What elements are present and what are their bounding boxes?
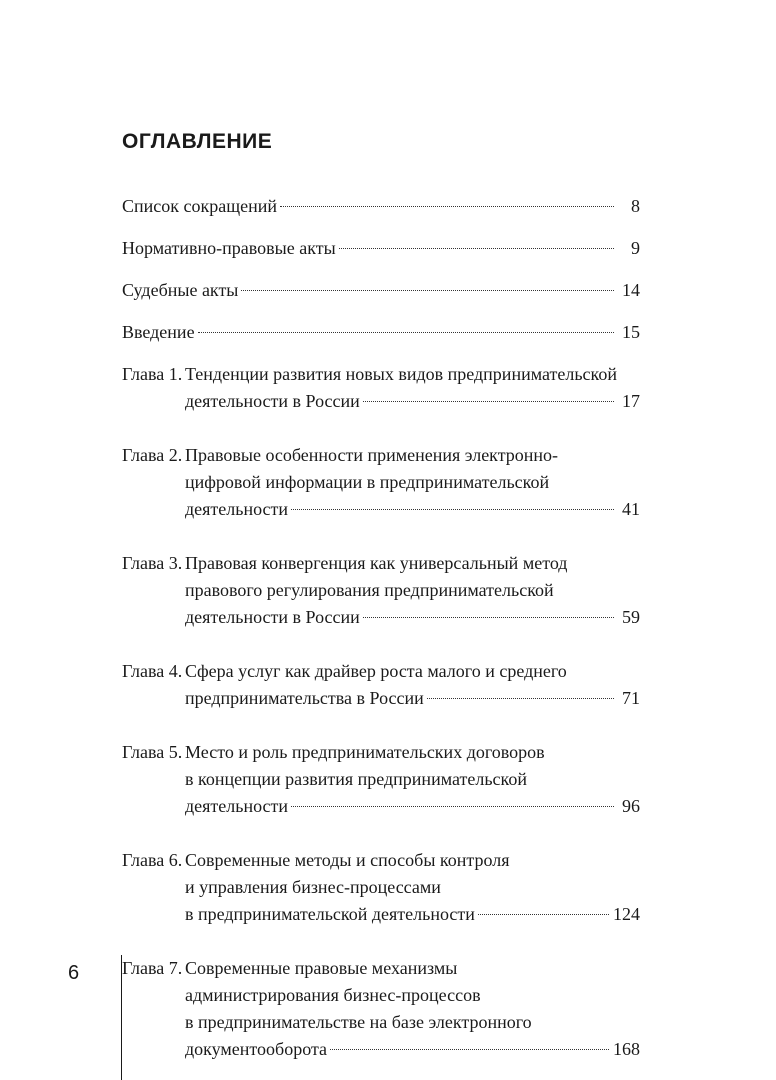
dot-leader — [363, 401, 614, 402]
toc-page-number: 59 — [622, 607, 640, 627]
toc-entry-title-line: деятельности — [185, 499, 289, 519]
toc-page-number: 41 — [622, 499, 640, 519]
dot-leader — [363, 617, 614, 618]
dot-leader — [339, 248, 614, 249]
dot-leader — [478, 914, 609, 915]
toc-entry-line — [122, 235, 640, 262]
dot-leader — [291, 806, 614, 807]
toc-page-number: 8 — [631, 196, 640, 216]
toc-entry-body — [122, 277, 640, 304]
chapter-label: Глава 5. — [122, 742, 183, 762]
toc-page-number: 168 — [613, 1039, 640, 1059]
toc-entry-body — [185, 847, 640, 928]
toc-entry-line — [122, 193, 640, 220]
toc-entry-chapter-7[interactable] — [122, 955, 640, 1063]
toc-page-number: 14 — [622, 280, 640, 300]
chapter-label: Глава 2. — [122, 445, 183, 465]
dot-leader — [427, 698, 614, 699]
chapter-label: Глава 7. — [122, 958, 183, 978]
toc-entry-title-line: администрирования бизнес-процессов — [185, 985, 481, 1005]
toc-entry-title-line: и управления бизнес-процессами — [185, 877, 441, 897]
margin-rule — [121, 955, 122, 1080]
toc-page-number: 124 — [613, 904, 640, 924]
toc-entry-line — [122, 319, 640, 346]
dot-leader — [198, 332, 614, 333]
toc-entry-chapter-5[interactable] — [122, 739, 640, 820]
toc-entry-title-line: цифровой информации в предпринимательской — [185, 472, 550, 492]
toc-entry-title-line: Место и роль предпринимательских договоров — [185, 742, 545, 762]
toc-entry-title-line: Современные правовые механизмы — [185, 958, 458, 978]
toc-entry-abbreviations[interactable] — [122, 193, 640, 220]
toc-entry-chapter-3[interactable] — [122, 550, 640, 631]
dot-leader — [291, 509, 614, 510]
toc-entry-title: Судебные акты — [122, 280, 239, 300]
toc-page-number: 17 — [622, 391, 640, 411]
toc-page-number: 9 — [631, 238, 640, 258]
toc-entry-title-line: деятельности — [185, 796, 289, 816]
dot-leader — [241, 290, 614, 291]
toc-entry-title-line: Правовая конвергенция как универсальный метод — [185, 553, 568, 573]
toc-entry-title-line: Правовые особенности применения электронно- — [185, 445, 559, 465]
toc-entry-chapter-6[interactable] — [122, 847, 640, 928]
toc-entry-title-line: деятельности в России — [185, 391, 360, 411]
toc-entry-chapter-1[interactable] — [122, 361, 640, 415]
toc-entry-line — [122, 277, 640, 304]
toc-entry-line — [185, 1036, 640, 1063]
toc-page-number: 71 — [622, 688, 640, 708]
chapter-label: Глава 1. — [122, 364, 183, 384]
dot-leader — [280, 206, 614, 207]
toc-entry-introduction[interactable] — [122, 319, 640, 346]
page-title: ОГЛАВЛЕНИЕ — [122, 130, 273, 153]
toc-entry-title: Введение — [122, 322, 195, 342]
toc-entry-title-line: Современные методы и способы контроля — [185, 850, 510, 870]
toc-entry-title: Список сокращений — [122, 196, 277, 216]
toc-entry-title-line: деятельности в России — [185, 607, 360, 627]
chapter-label: Глава 3. — [122, 553, 183, 573]
toc-entry-body — [122, 319, 640, 346]
table-of-contents — [122, 193, 640, 1063]
toc-entry-line — [185, 604, 640, 631]
toc-entry-title-line: в предпринимательской деятельности — [185, 904, 475, 924]
page-number: 6 — [68, 962, 80, 984]
toc-entry-title: Нормативно-правовые акты — [122, 238, 336, 258]
toc-entry-line — [185, 388, 640, 415]
toc-entry-title-line: Тенденции развития новых видов предпринимательской — [185, 364, 617, 384]
toc-entry-chapter-2[interactable] — [122, 442, 640, 523]
toc-entry-body — [185, 361, 640, 415]
toc-entry-body — [185, 658, 640, 712]
toc-entry-regulations[interactable] — [122, 235, 640, 262]
toc-entry-title-line: Сфера услуг как драйвер роста малого и среднего — [185, 661, 567, 681]
toc-entry-title-line: правового регулирования предпринимательской — [185, 580, 554, 600]
dot-leader — [330, 1049, 609, 1050]
toc-entry-body — [122, 235, 640, 262]
toc-entry-title-line: документооборота — [185, 1039, 328, 1059]
chapter-label: Глава 4. — [122, 661, 183, 681]
toc-entry-line — [185, 901, 640, 928]
toc-page-number: 15 — [622, 322, 640, 342]
toc-entry-chapter-4[interactable] — [122, 658, 640, 712]
toc-entry-body — [185, 550, 640, 631]
toc-entry-title-line: в предпринимательстве на базе электронного — [185, 1012, 532, 1032]
chapter-label: Глава 6. — [122, 850, 183, 870]
toc-entry-line — [185, 496, 640, 523]
toc-entry-body — [185, 955, 640, 1063]
toc-entry-title-line: в концепции развития предпринимательской — [185, 769, 527, 789]
toc-entry-body — [185, 442, 640, 523]
toc-page-number: 96 — [622, 796, 640, 816]
toc-entry-title-line: предпринимательства в России — [185, 688, 424, 708]
toc-entry-line — [185, 685, 640, 712]
toc-entry-court-acts[interactable] — [122, 277, 640, 304]
toc-entry-line — [185, 793, 640, 820]
toc-entry-body — [122, 193, 640, 220]
toc-entry-body — [185, 739, 640, 820]
